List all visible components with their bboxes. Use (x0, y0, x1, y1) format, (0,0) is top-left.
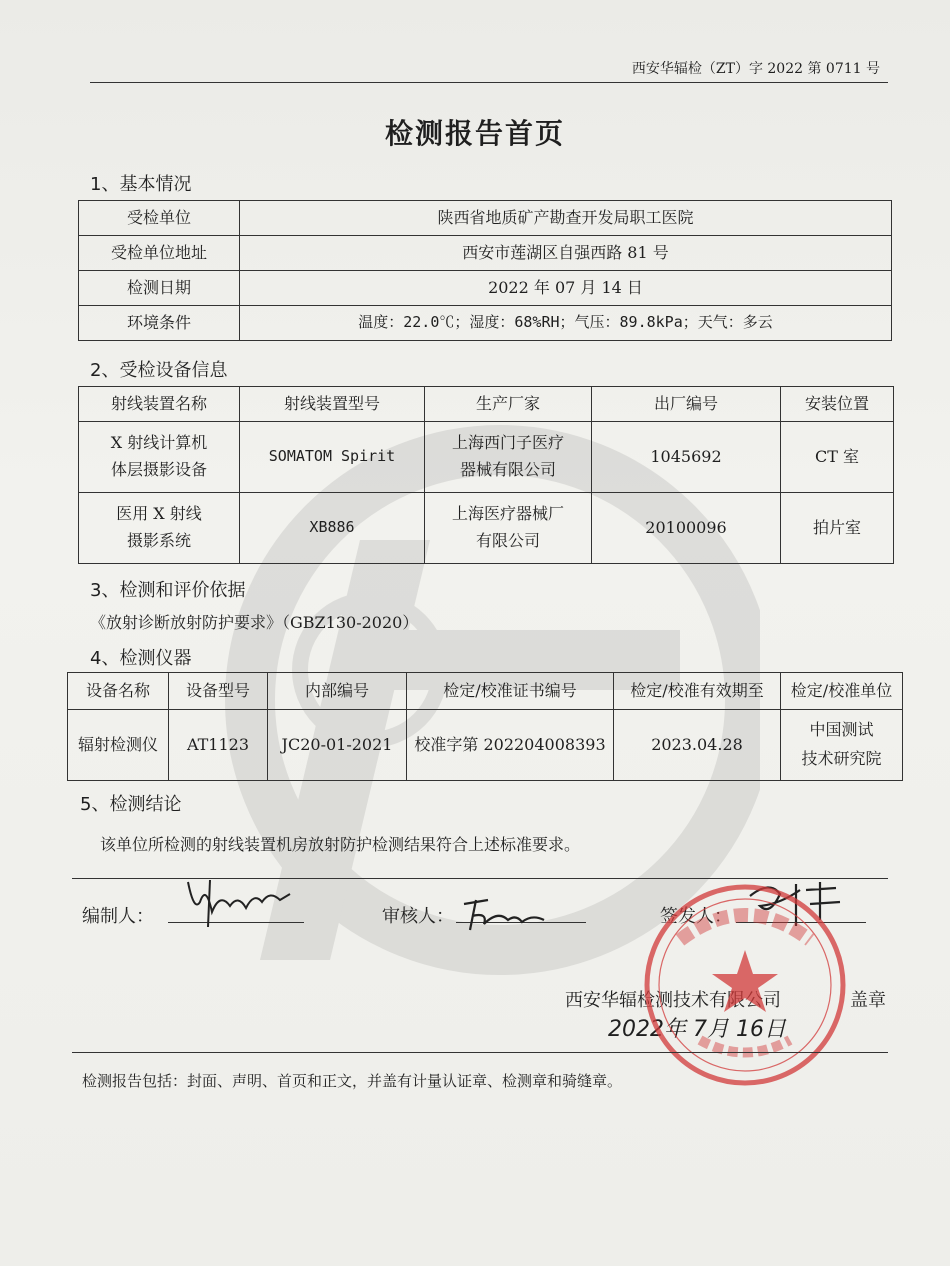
label-inspected-unit: 受检单位 (79, 201, 240, 236)
section-basic-info-heading: 1、基本情况 (90, 174, 192, 195)
column-header: 生产厂家 (425, 387, 592, 422)
handwritten-date: 2022年 7月 16日 (608, 1017, 786, 1042)
header-divider (90, 82, 888, 83)
column-header: 射线装置名称 (79, 387, 240, 422)
instrument-name-cell: 辐射检测仪 (68, 710, 169, 781)
column-header: 设备型号 (169, 673, 268, 710)
manufacturer-line: 有限公司 (475, 531, 540, 550)
table-header-row (68, 673, 903, 710)
label-environment: 环境条件 (79, 306, 240, 341)
manufacturer-cell (425, 422, 592, 493)
equipment-table (78, 386, 894, 564)
column-header: 检定/校准有效期至 (614, 673, 781, 710)
serial-number-cell: 20100096 (592, 493, 781, 564)
column-header: 安装位置 (781, 387, 894, 422)
valid-until-cell: 2023.04.28 (614, 710, 781, 781)
device-name-line: 体层摄影设备 (110, 460, 207, 479)
company-name: 西安华辐检测技术有限公司 (565, 990, 781, 1011)
seal-label: 盖章 (850, 990, 886, 1011)
report-contents-note: 检测报告包括：封面、声明、首页和正文，并盖有计量认证章、检测章和骑缝章。 (82, 1072, 623, 1090)
conclusion-text: 该单位所检测的射线装置机房放射防护检测结果符合上述标准要求。 (100, 835, 581, 854)
table-row (79, 236, 892, 271)
manufacturer-line: 上海西门子医疗 (451, 433, 564, 453)
footer-divider (72, 1052, 888, 1053)
table-row (79, 493, 894, 564)
value-inspected-unit: 陕西省地质矿产勘查开发局职工医院 (240, 201, 892, 236)
basic-info-table (78, 200, 892, 341)
device-name-line: X 射线计算机 (110, 433, 208, 453)
label-unit-address: 受检单位地址 (79, 236, 240, 271)
value-unit-address: 西安市莲湖区自强西路 81 号 (240, 236, 892, 271)
manufacturer-line: 器械有限公司 (459, 460, 556, 479)
instrument-model-cell: AT1123 (169, 710, 268, 781)
prepared-by-signature-icon (180, 872, 300, 932)
device-model-cell: SOMATOM Spirit (240, 422, 425, 493)
section-conclusion-heading: 5、检测结论 (80, 794, 182, 815)
page-title: 检测报告首页 (384, 117, 565, 150)
table-row (79, 201, 892, 236)
install-location-cell: CT 室 (781, 422, 894, 493)
column-header: 检定/校准单位 (781, 673, 903, 710)
official-stamp-icon (640, 880, 850, 1090)
calibration-unit-line: 技术研究院 (801, 749, 882, 768)
column-header: 出厂编号 (592, 387, 781, 422)
report-number: 西安华辐检（ZT）字 2022 第 0711 号 (631, 61, 880, 77)
manufacturer-line: 上海医疗器械厂 (451, 504, 564, 524)
calibration-unit-line: 中国测试 (809, 720, 874, 740)
install-location-cell: 拍片室 (781, 493, 894, 564)
device-model-cell: XB886 (240, 493, 425, 564)
prepared-by-label: 编制人： (82, 906, 154, 927)
internal-number-cell: JC20-01-2021 (268, 710, 407, 781)
certificate-number-cell: 校准字第 202204008393 (407, 710, 614, 781)
manufacturer-cell (425, 493, 592, 564)
table-row (79, 422, 894, 493)
column-header: 内部编号 (268, 673, 407, 710)
label-test-date: 检测日期 (79, 271, 240, 306)
reviewed-by-label: 审核人： (382, 906, 454, 927)
section-basis-heading: 3、检测和评价依据 (90, 580, 246, 601)
evaluation-standard: 《放射诊断放射防护要求》（GBZ130-2020） (90, 613, 419, 632)
column-header: 检定/校准证书编号 (407, 673, 614, 710)
reviewed-by-signature-icon (458, 890, 558, 940)
value-test-date: 2022 年 07 月 14 日 (240, 271, 892, 306)
device-name-cell (79, 422, 240, 493)
calibration-unit-cell (781, 710, 903, 781)
device-name-line: 医用 X 射线 (116, 504, 202, 524)
table-row (68, 710, 903, 781)
device-name-line: 摄影系统 (126, 531, 191, 550)
section-equipment-heading: 2、受检设备信息 (90, 360, 228, 381)
table-header-row (79, 387, 894, 422)
table-row (79, 306, 892, 341)
column-header: 设备名称 (68, 673, 169, 710)
table-row (79, 271, 892, 306)
serial-number-cell: 1045692 (592, 422, 781, 493)
section-instruments-heading: 4、检测仪器 (90, 648, 192, 669)
device-name-cell (79, 493, 240, 564)
instruments-table (67, 672, 903, 781)
value-environment: 温度：22.0℃；湿度：68%RH；气压：89.8kPa；天气：多云 (240, 306, 892, 341)
column-header: 射线装置型号 (240, 387, 425, 422)
issued-by-label: 签发人： (660, 906, 732, 927)
